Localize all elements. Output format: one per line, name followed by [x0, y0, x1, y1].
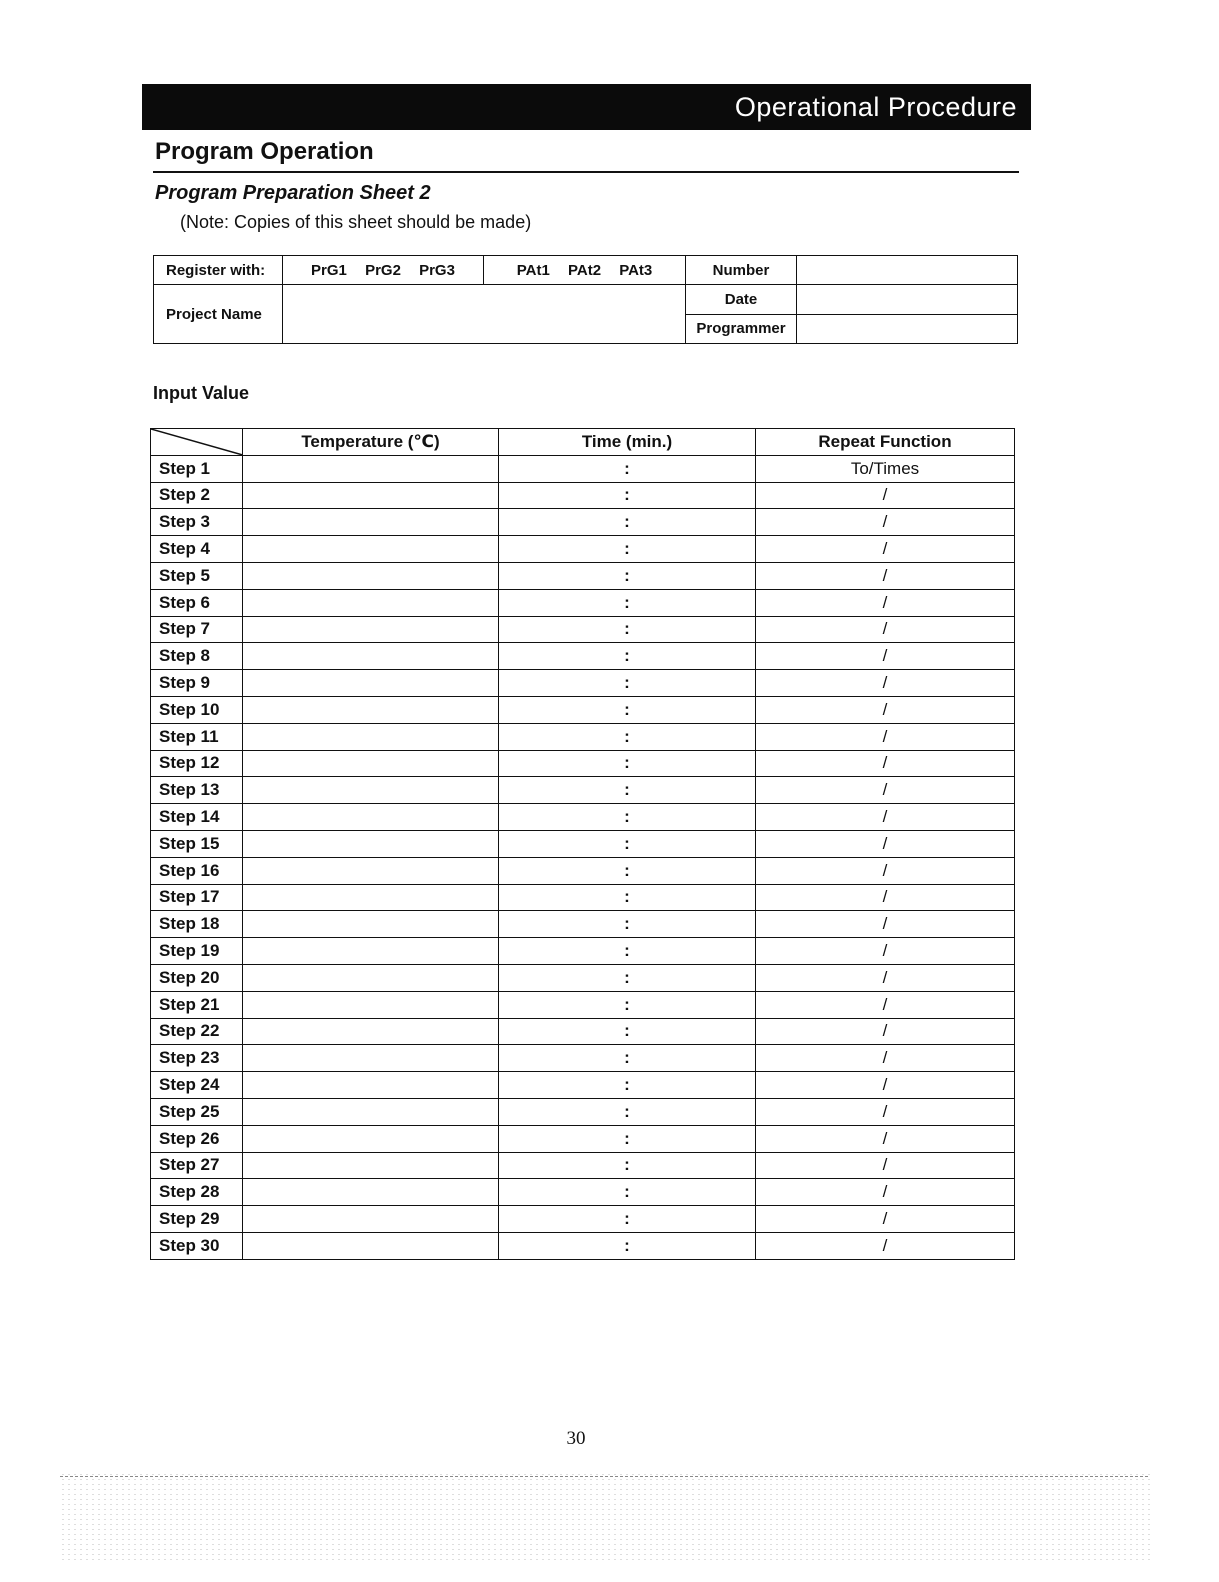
time-cell[interactable]: :: [499, 964, 756, 991]
prg-option[interactable]: PrG1: [311, 261, 347, 279]
step-row: [151, 696, 1015, 723]
time-cell[interactable]: :: [499, 1045, 756, 1072]
step-label: Step 4: [151, 536, 243, 563]
step-row: [151, 616, 1015, 643]
time-cell[interactable]: :: [499, 1018, 756, 1045]
number-label: Number: [686, 256, 797, 285]
step-row: [151, 911, 1015, 938]
temperature-cell[interactable]: [243, 562, 499, 589]
step-label: Step 3: [151, 509, 243, 536]
corner-cell: [151, 429, 243, 456]
repeat-cell[interactable]: /: [756, 750, 1015, 777]
time-cell[interactable]: :: [499, 616, 756, 643]
repeat-cell[interactable]: /: [756, 589, 1015, 616]
repeat-cell[interactable]: /: [756, 616, 1015, 643]
temperature-cell[interactable]: [243, 616, 499, 643]
step-label: Step 12: [151, 750, 243, 777]
step-row: [151, 777, 1015, 804]
step-label: Step 10: [151, 696, 243, 723]
repeat-cell[interactable]: /: [756, 1152, 1015, 1179]
repeat-cell[interactable]: /: [756, 991, 1015, 1018]
step-label: Step 20: [151, 964, 243, 991]
temperature-cell[interactable]: [243, 509, 499, 536]
programmer-field[interactable]: [797, 314, 1018, 343]
temperature-cell[interactable]: [243, 1206, 499, 1233]
repeat-cell[interactable]: /: [756, 562, 1015, 589]
step-label: Step 2: [151, 482, 243, 509]
temperature-cell[interactable]: [243, 1125, 499, 1152]
step-label: Step 23: [151, 1045, 243, 1072]
step-label: Step 8: [151, 643, 243, 670]
temperature-cell[interactable]: [243, 750, 499, 777]
repeat-cell[interactable]: /: [756, 964, 1015, 991]
time-cell[interactable]: :: [499, 1206, 756, 1233]
time-cell[interactable]: :: [499, 723, 756, 750]
step-row: [151, 1125, 1015, 1152]
step-row: [151, 1072, 1015, 1099]
repeat-cell[interactable]: /: [756, 804, 1015, 831]
temperature-cell[interactable]: [243, 964, 499, 991]
step-row: [151, 830, 1015, 857]
time-cell[interactable]: :: [499, 857, 756, 884]
step-label: Step 28: [151, 1179, 243, 1206]
step-label: Step 21: [151, 991, 243, 1018]
step-row: [151, 1152, 1015, 1179]
time-cell[interactable]: :: [499, 482, 756, 509]
step-label: Step 30: [151, 1232, 243, 1259]
repeat-cell[interactable]: /: [756, 1179, 1015, 1206]
prg-options: [283, 256, 484, 285]
time-cell[interactable]: :: [499, 1098, 756, 1125]
temperature-cell[interactable]: [243, 830, 499, 857]
step-row: [151, 723, 1015, 750]
temperature-cell[interactable]: [243, 696, 499, 723]
repeat-cell[interactable]: /: [756, 1018, 1015, 1045]
repeat-cell[interactable]: /: [756, 911, 1015, 938]
step-label: Step 25: [151, 1098, 243, 1125]
temperature-cell[interactable]: [243, 884, 499, 911]
step-row: [151, 536, 1015, 563]
time-cell[interactable]: :: [499, 589, 756, 616]
pat-option[interactable]: PAt1: [516, 261, 550, 279]
repeat-cell[interactable]: /: [756, 830, 1015, 857]
number-field[interactable]: [797, 256, 1018, 285]
repeat-cell[interactable]: /: [756, 1072, 1015, 1099]
time-cell[interactable]: :: [499, 696, 756, 723]
step-label: Step 19: [151, 938, 243, 965]
repeat-cell[interactable]: /: [756, 777, 1015, 804]
time-cell[interactable]: :: [499, 536, 756, 563]
step-label: Step 29: [151, 1206, 243, 1233]
repeat-cell[interactable]: /: [756, 1125, 1015, 1152]
temperature-cell[interactable]: [243, 1232, 499, 1259]
step-label: Step 27: [151, 1152, 243, 1179]
register-table: [153, 255, 1018, 344]
step-label: Step 13: [151, 777, 243, 804]
step-row: [151, 857, 1015, 884]
repeat-cell[interactable]: /: [756, 1098, 1015, 1125]
temperature-cell[interactable]: [243, 1152, 499, 1179]
sheet-title: Program Preparation Sheet 2: [155, 182, 431, 204]
temperature-cell[interactable]: [243, 804, 499, 831]
step-row: [151, 1045, 1015, 1072]
step-label: Step 9: [151, 670, 243, 697]
time-cell[interactable]: :: [499, 670, 756, 697]
time-cell[interactable]: :: [499, 830, 756, 857]
repeat-cell[interactable]: /: [756, 1232, 1015, 1259]
time-header: Time (min.): [499, 429, 756, 456]
step-row: [151, 991, 1015, 1018]
temperature-cell[interactable]: [243, 1179, 499, 1206]
repeat-cell[interactable]: /: [756, 696, 1015, 723]
temperature-cell[interactable]: [243, 911, 499, 938]
time-cell[interactable]: :: [499, 1152, 756, 1179]
step-label: Step 26: [151, 1125, 243, 1152]
time-cell[interactable]: :: [499, 911, 756, 938]
time-cell[interactable]: :: [499, 1232, 756, 1259]
step-row: [151, 1018, 1015, 1045]
time-cell[interactable]: :: [499, 750, 756, 777]
time-cell[interactable]: :: [499, 455, 756, 482]
temperature-cell[interactable]: [243, 1045, 499, 1072]
time-cell[interactable]: :: [499, 1125, 756, 1152]
prg-option[interactable]: PrG3: [419, 261, 455, 279]
repeat-cell[interactable]: /: [756, 857, 1015, 884]
temperature-cell[interactable]: [243, 589, 499, 616]
temperature-cell[interactable]: [243, 991, 499, 1018]
step-row: [151, 750, 1015, 777]
step-label: Step 17: [151, 884, 243, 911]
step-row: [151, 1098, 1015, 1125]
step-label: Step 11: [151, 723, 243, 750]
temperature-cell[interactable]: [243, 482, 499, 509]
temperature-cell[interactable]: [243, 643, 499, 670]
temperature-cell[interactable]: [243, 1018, 499, 1045]
step-row: [151, 804, 1015, 831]
steps-body: [151, 455, 1015, 1259]
scan-noise: [60, 1472, 1150, 1562]
header-bar: [142, 84, 1031, 130]
step-label: Step 15: [151, 830, 243, 857]
step-row: [151, 482, 1015, 509]
page-number: 30: [566, 1428, 586, 1449]
repeat-cell[interactable]: /: [756, 536, 1015, 563]
time-cell[interactable]: :: [499, 991, 756, 1018]
step-row: [151, 643, 1015, 670]
temperature-cell[interactable]: [243, 1098, 499, 1125]
pat-options: [484, 256, 686, 285]
step-row: [151, 964, 1015, 991]
temperature-cell[interactable]: [243, 938, 499, 965]
time-cell[interactable]: :: [499, 643, 756, 670]
temperature-cell[interactable]: [243, 1072, 499, 1099]
step-row: [151, 1232, 1015, 1259]
step-row: [151, 562, 1015, 589]
project-name-label: Project Name: [154, 285, 283, 344]
programmer-label: Programmer: [686, 314, 797, 343]
time-cell[interactable]: :: [499, 509, 756, 536]
project-name-field[interactable]: [283, 285, 686, 344]
input-value-table: [150, 428, 1015, 1260]
step-label: Step 6: [151, 589, 243, 616]
sheet-note: (Note: Copies of this sheet should be made): [180, 212, 532, 232]
repeat-cell[interactable]: To/Times: [756, 455, 1015, 482]
step-row: [151, 1206, 1015, 1233]
step-label: Step 14: [151, 804, 243, 831]
temperature-cell[interactable]: [243, 536, 499, 563]
time-cell[interactable]: :: [499, 884, 756, 911]
section-title: Program Operation: [155, 138, 374, 165]
step-row: [151, 509, 1015, 536]
date-field[interactable]: [797, 285, 1018, 314]
step-label: Step 5: [151, 562, 243, 589]
step-label: Step 24: [151, 1072, 243, 1099]
prg-option[interactable]: PrG2: [365, 261, 401, 279]
pat-option[interactable]: PAt3: [619, 261, 653, 279]
repeat-cell[interactable]: /: [756, 670, 1015, 697]
temperature-cell[interactable]: [243, 857, 499, 884]
step-row: [151, 938, 1015, 965]
repeat-cell[interactable]: /: [756, 482, 1015, 509]
repeat-cell[interactable]: /: [756, 723, 1015, 750]
section-divider: [153, 171, 1019, 173]
step-row: [151, 589, 1015, 616]
step-row: [151, 455, 1015, 482]
temperature-header: Temperature (℃): [243, 429, 499, 456]
step-row: [151, 884, 1015, 911]
time-cell[interactable]: :: [499, 938, 756, 965]
repeat-cell[interactable]: /: [756, 938, 1015, 965]
header-title: Operational Procedure: [734, 92, 1017, 122]
repeat-cell[interactable]: /: [756, 643, 1015, 670]
step-row: [151, 1179, 1015, 1206]
temperature-cell[interactable]: [243, 455, 499, 482]
step-label: Step 22: [151, 1018, 243, 1045]
time-cell[interactable]: :: [499, 1072, 756, 1099]
diagonal-line: [151, 429, 242, 455]
time-cell[interactable]: :: [499, 804, 756, 831]
step-label: Step 18: [151, 911, 243, 938]
step-label: Step 16: [151, 857, 243, 884]
repeat-cell[interactable]: /: [756, 884, 1015, 911]
time-cell[interactable]: :: [499, 562, 756, 589]
register-with-label: Register with:: [154, 256, 283, 285]
date-label: Date: [686, 285, 797, 314]
temperature-cell[interactable]: [243, 723, 499, 750]
temperature-cell[interactable]: [243, 670, 499, 697]
repeat-cell[interactable]: /: [756, 1206, 1015, 1233]
time-cell[interactable]: :: [499, 777, 756, 804]
step-label: Step 1: [151, 455, 243, 482]
temperature-cell[interactable]: [243, 777, 499, 804]
repeat-cell[interactable]: /: [756, 1045, 1015, 1072]
step-label: Step 7: [151, 616, 243, 643]
repeat-header: Repeat Function: [756, 429, 1015, 456]
input-value-label: Input Value: [153, 383, 250, 403]
step-row: [151, 670, 1015, 697]
time-cell[interactable]: :: [499, 1179, 756, 1206]
repeat-cell[interactable]: /: [756, 509, 1015, 536]
pat-option[interactable]: PAt2: [567, 261, 602, 279]
